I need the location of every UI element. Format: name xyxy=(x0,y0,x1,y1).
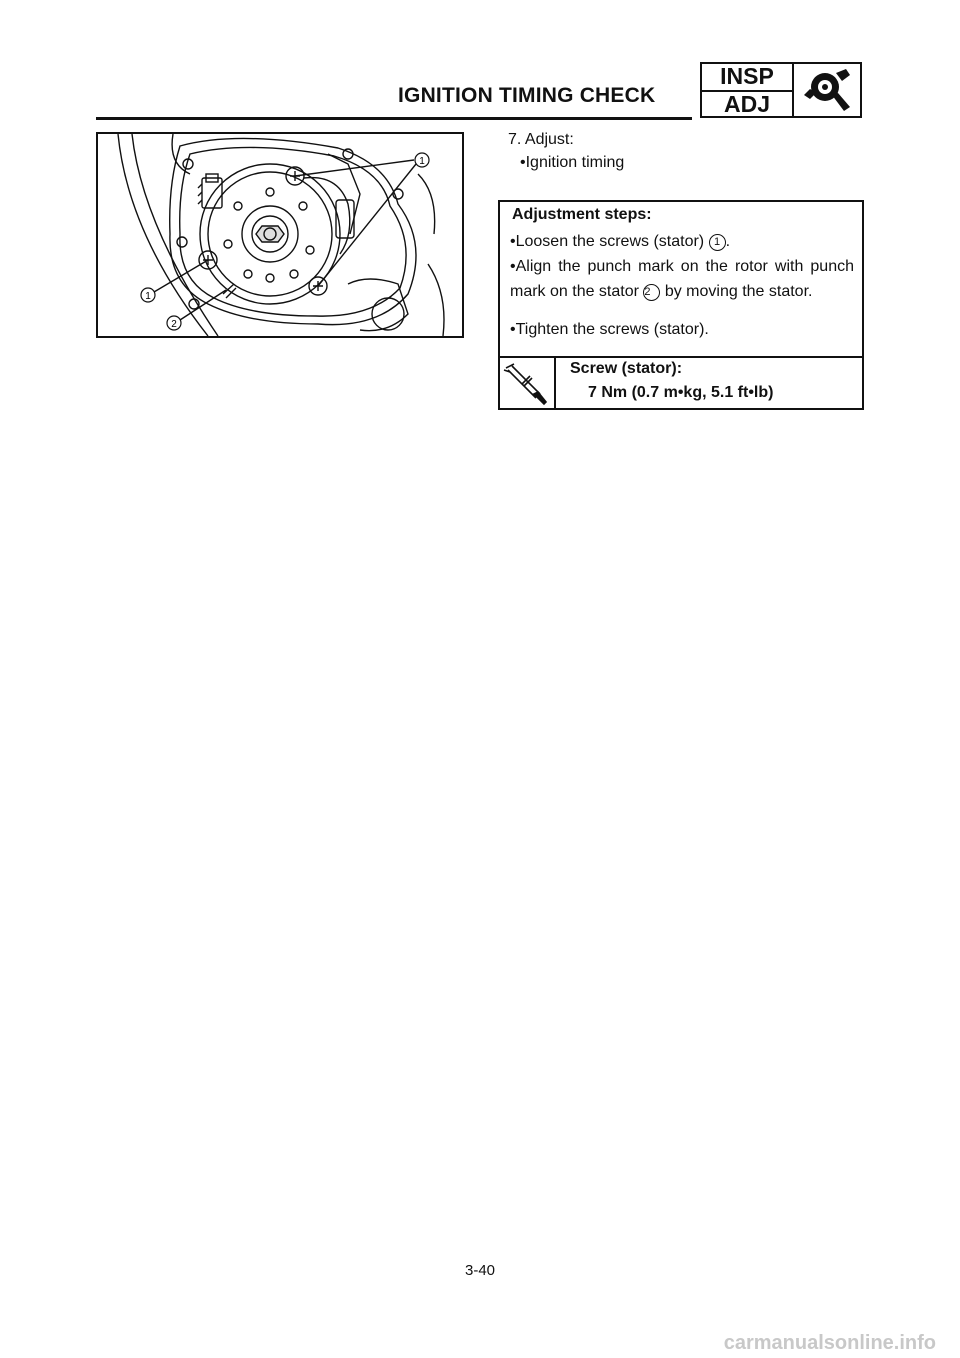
stator-drawing xyxy=(98,134,462,336)
page-number: 3-40 xyxy=(464,1262,496,1279)
step-heading: 7. Adjust: xyxy=(508,131,574,148)
callout-2-label: 2 xyxy=(171,319,177,330)
ref-callout-2: 2 xyxy=(643,284,660,301)
section-badge xyxy=(700,62,862,118)
bullet-text: •Loosen the screws (stator) xyxy=(510,233,709,250)
adjustment-steps-box xyxy=(498,200,864,410)
watermark: carmanualsonline.info xyxy=(723,1332,936,1354)
callout-1-label: 1 xyxy=(145,291,151,302)
adjustment-heading: Adjustment steps: xyxy=(512,206,652,223)
step-item: •Ignition timing xyxy=(520,154,625,171)
torque-icon-cell xyxy=(500,358,556,410)
badge-adj: ADJ xyxy=(723,91,770,117)
stator-illustration xyxy=(96,132,464,338)
page-title: IGNITION TIMING CHECK xyxy=(398,84,656,107)
ref-callout-1: 1 xyxy=(709,234,726,251)
wrench-magnifier-icon xyxy=(800,67,858,115)
bullet-text: •Align the punch mark on the rotor with punch mark on the stator xyxy=(510,258,854,300)
bullet-align xyxy=(510,254,854,304)
bullet-text: by moving the stator. xyxy=(660,283,813,300)
torque-label: Screw (stator): xyxy=(570,360,683,377)
badge-insp: INSP xyxy=(720,63,774,89)
bullet-loosen xyxy=(510,229,854,254)
header-rule xyxy=(96,117,692,120)
bullet-text: . xyxy=(725,233,731,250)
badge-divider xyxy=(792,64,794,116)
torque-spec-row xyxy=(500,356,862,410)
callout-1-label: 1 xyxy=(419,156,425,167)
torque-wrench-icon xyxy=(500,358,554,410)
torque-value: 7 Nm (0.7 m•kg, 5.1 ft•lb) xyxy=(588,384,774,401)
bullet-tighten: •Tighten the screws (stator). xyxy=(510,321,709,338)
